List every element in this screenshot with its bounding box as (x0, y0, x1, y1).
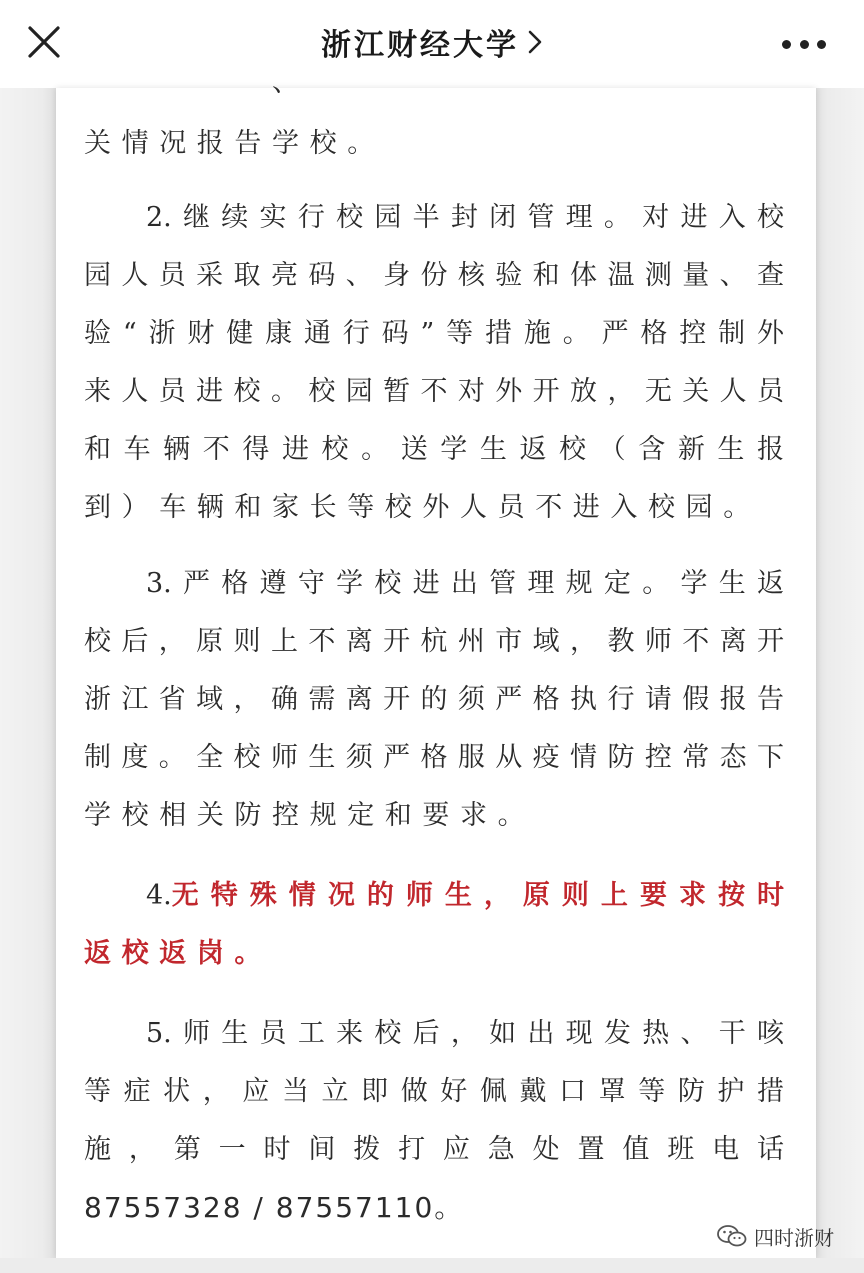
paragraph-3-line: 制度。全校师生须严格服从疫情防控常态下 (84, 742, 784, 773)
paragraph-2-line: 来人员进校。校园暂不对外开放，无关人员 (84, 376, 784, 407)
more-dot-icon (800, 40, 809, 49)
account-title: 浙江财经大学 (321, 28, 519, 63)
paragraph-3-line: 校后，原则上不离开杭州市域，教师不离开 (84, 626, 784, 657)
paragraph-5-line: 5.师生员工来校后，如出现发热、干咳 (146, 1018, 784, 1049)
paragraph-2-line: 和车辆不得进校。送学生返校（含新生报 (84, 434, 784, 465)
account-title-button[interactable] (321, 20, 543, 64)
paragraph-5-line: 施，第一时间拨打应急处置值班电话 (84, 1134, 784, 1165)
text-line: 关情况报告学校。 (84, 128, 385, 159)
wechat-icon (716, 1223, 748, 1249)
paragraph-5-line: 等症状，应当立即做好佩戴口罩等防护措 (84, 1076, 784, 1107)
more-dot-icon (782, 40, 791, 49)
page-shadow-right (812, 88, 864, 1273)
paragraph-2-line: 园人员采取亮码、身份核验和体温测量、查 (84, 260, 784, 291)
highlighted-text: 返校返岗。 (84, 938, 272, 969)
paragraph-3-line: 3.严格遵守学校进出管理规定。学生返 (146, 568, 784, 599)
paragraph-2-line: 验“浙财健康通行码”等措施。严格控制外 (84, 318, 784, 349)
watermark-text: 四时浙财 (754, 1225, 834, 1250)
top-navigation-bar (0, 0, 864, 88)
paragraph-3-line: 学校相关防控规定和要求。 (84, 800, 536, 831)
paragraph-2-line: 2.继续实行校园半封闭管理。对进入校 (146, 202, 784, 233)
paragraph-2-line: 到）车辆和家长等校外人员不进入校园。 (84, 492, 761, 523)
more-options-button[interactable] (782, 36, 826, 52)
highlighted-text: 无特殊情况的师生，原则上要求按时 (171, 880, 784, 911)
page-bottom-edge (0, 1258, 864, 1273)
more-dot-icon (817, 40, 826, 49)
chevron-right-icon (527, 29, 543, 55)
paragraph-3-line: 浙江省域，确需离开的须严格执行请假报告 (84, 684, 784, 715)
top-fragment: 、 (272, 82, 299, 98)
cut-off-top-line (84, 82, 784, 100)
page-shadow-left (0, 88, 60, 1273)
paragraph-4-number: 4. (146, 880, 172, 911)
phone-numbers: 87557328 / 87557110。 (84, 1191, 465, 1224)
paragraph-4-line (84, 876, 784, 916)
account-watermark (716, 1218, 834, 1254)
